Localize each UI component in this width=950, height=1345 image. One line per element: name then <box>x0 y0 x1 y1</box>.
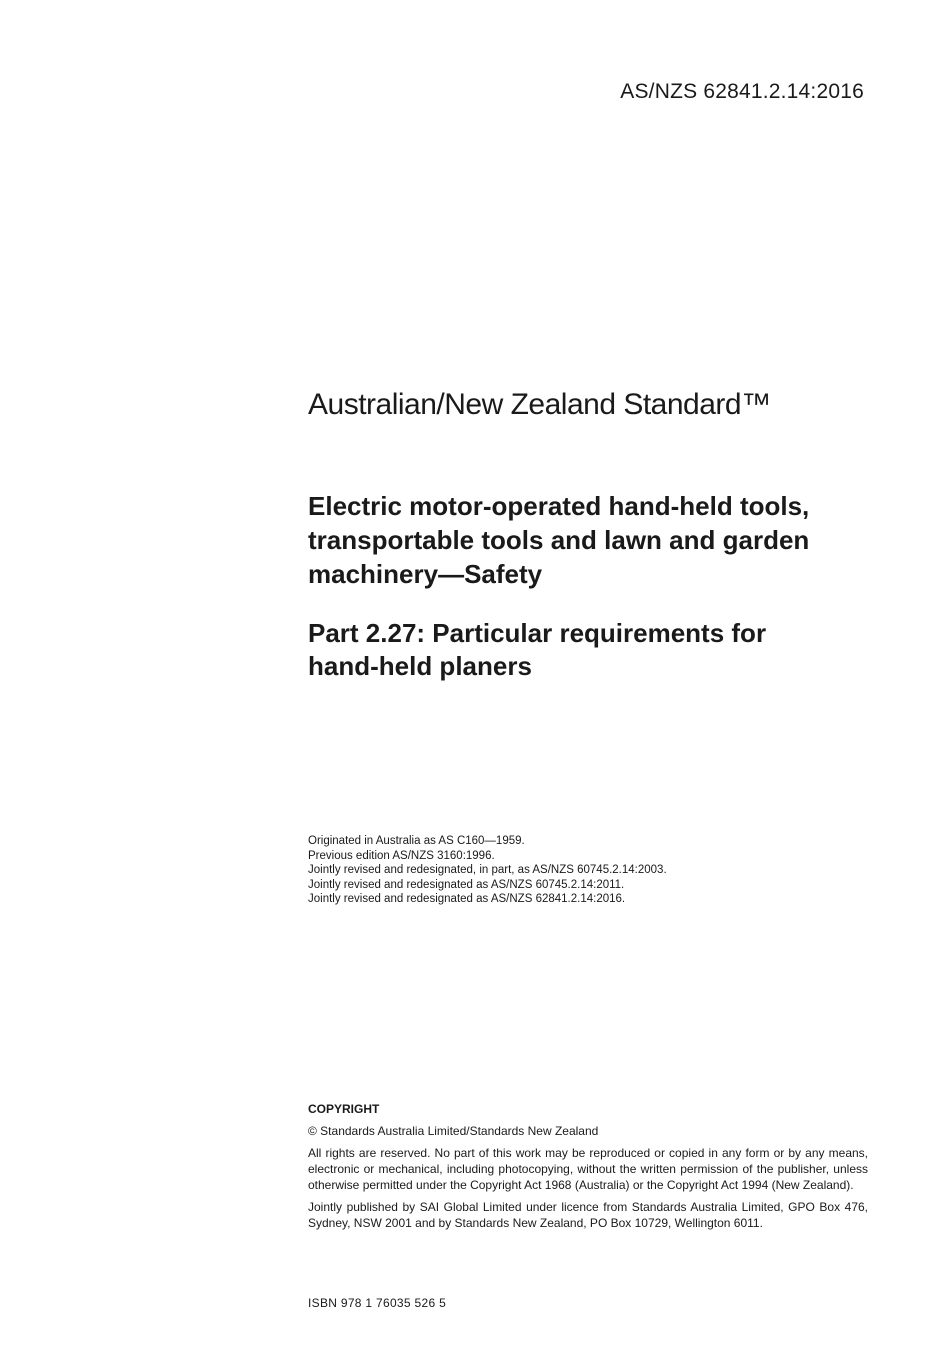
document-title <box>308 489 908 591</box>
part-line: Part 2.27: Particular requirements for <box>308 618 767 648</box>
copyright-block <box>308 1101 868 1237</box>
standard-type-heading: Australian/New Zealand Standard™ <box>308 388 771 421</box>
title-line: transportable tools and lawn and garden <box>308 525 810 555</box>
isbn: ISBN 978 1 76035 526 5 <box>308 1296 447 1310</box>
history-line: Jointly revised and redesignated, in part, as AS/NZS 60745.2.14:2003. <box>308 864 667 876</box>
document-number: AS/NZS 62841.2.14:2016 <box>620 80 864 103</box>
edition-history <box>308 834 667 907</box>
history-line: Jointly revised and redesignated as AS/NZS 62841.2.14:2016. <box>308 893 626 905</box>
copyright-rights-text: All rights are reserved. No part of this work may be reproduced or copied in any form or by any means, electronic or mechanical, including photocopying, without the written permission of the publisher, unless otherwise permitted under the Copyright Act 1968 (Australia) or the Copyright Act 1994 (New Zealand). <box>308 1146 868 1192</box>
title-line: Electric motor-operated hand-held tools, <box>308 491 810 521</box>
copyright-heading: COPYRIGHT <box>308 1102 380 1116</box>
copyright-publisher-text: Jointly published by SAI Global Limited under licence from Standards Australia Limited, GPO Box 476, Sydney, NSW 2001 and by Standards New Zealand, PO Box 10729, Wellington 6011. <box>308 1200 868 1230</box>
part-line: hand-held planers <box>308 651 532 681</box>
part-title <box>308 617 908 683</box>
history-line: Originated in Australia as AS C160—1959. <box>308 835 525 847</box>
history-line: Previous edition AS/NZS 3160:1996. <box>308 849 495 862</box>
copyright-holder: © Standards Australia Limited/Standards New Zealand <box>308 1124 599 1138</box>
history-line: Jointly revised and redesignated as AS/NZS 60745.2.14:2011. <box>308 878 625 891</box>
title-line: machinery—Safety <box>308 559 543 589</box>
